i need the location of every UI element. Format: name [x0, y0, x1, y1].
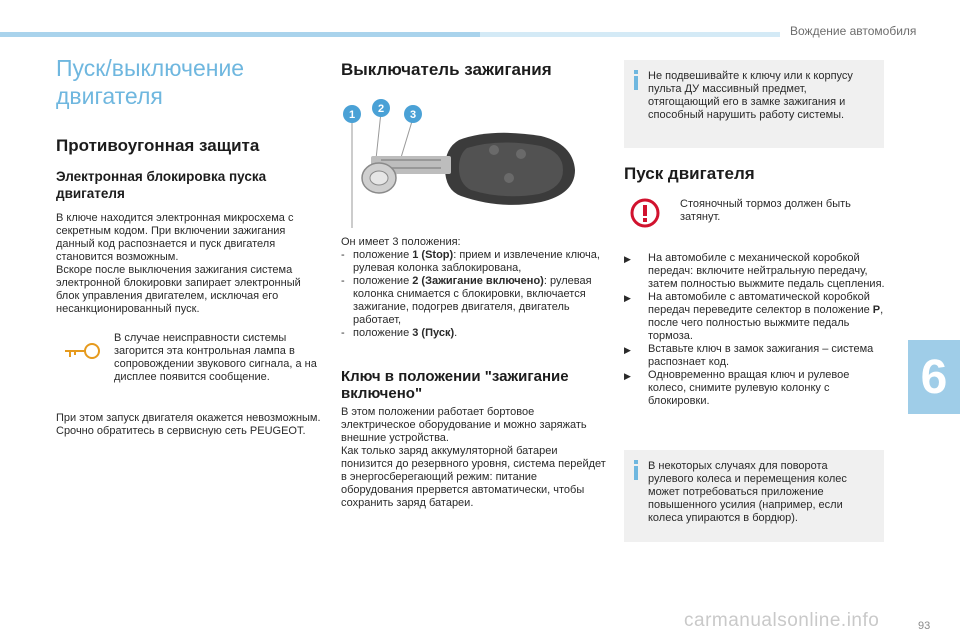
column-2: [341, 60, 611, 80]
positions-intro: Он имеет 3 положения:: [341, 236, 461, 248]
ignition-positions: [341, 236, 611, 340]
info-box-steering-force: [624, 450, 884, 542]
step-arrow-icon: ▶: [624, 293, 631, 303]
step-text: Одновременно вращая ключ и рулевое колесо, снимите рулевую колонку с блокировки.: [648, 369, 850, 407]
paragraph-immobilizer-1: В ключе находится электронная микросхема с секретным кодом. При включении зажигания данный код распознается и пуск двигателя становится возможным.: [56, 212, 294, 263]
position-prefix: положение: [353, 249, 413, 261]
position-item: [341, 327, 611, 340]
callout-1: 1: [348, 109, 356, 121]
position-dash: -: [341, 249, 345, 261]
callout-3: 3: [409, 109, 417, 121]
step-item: [624, 343, 886, 369]
header-bar-right: [480, 32, 780, 37]
section-heading-antitheft: Противоугонная защита: [56, 136, 260, 155]
paragraph-ignition-on-1: В этом положении работает бортовое электрическое оборудование и можно заряжать внешние устройства.: [341, 406, 587, 444]
callout-2: 2: [377, 103, 385, 115]
position-dash: -: [341, 275, 345, 287]
step-item: [624, 252, 886, 291]
position-desc: .: [454, 327, 458, 339]
header-bar-left: [0, 32, 480, 37]
paragraph-service: При этом запуск двигателя окажется невозможным. Срочно обратитесь в сервисную сеть PEUGEOT.: [56, 412, 321, 437]
step-text: Вставьте ключ в замок зажигания – система распознает код.: [648, 343, 874, 368]
ignition-on-text: [341, 406, 611, 510]
info-icon: [633, 70, 639, 90]
info-box-key-weight: [624, 60, 884, 148]
step-item: [624, 369, 886, 408]
position-prefix: положение: [353, 275, 413, 287]
section-heading-engine-start: Пуск двигателя: [624, 164, 755, 183]
step-item: [624, 291, 886, 343]
step-arrow-icon: ▶: [624, 371, 631, 381]
info-text-steering-force: В некоторых случаях для поворота рулевого колеса и перемещения колес может потребоваться приложение повышенного усилия (например, если колеса упираются в бордюр).: [648, 460, 847, 524]
step-arrow-icon: ▶: [624, 345, 631, 355]
info-icon: [633, 460, 639, 480]
paragraph-ignition-on-2: Как только заряд аккумуляторной батареи понизится до резервного уровня, система перейдет в энергосберегающий режим: питание оборудования прервется автоматически, чтобы сохранить заряд батареи.: [341, 445, 606, 509]
subsection-heading-ignition-on: Ключ в положении "зажигание включено": [341, 368, 569, 402]
section-header: Вождение автомобиля: [790, 24, 917, 38]
warning-lamp-text: В случае неисправности системы загорится эта контрольная лампа в сопровождении звукового сигнала, а на дисплее появится сообщение.: [114, 332, 317, 383]
position-desc: : рулевая колонка снимается с блокировки, включается зажигание, подогрев двигателя, двигатель работает,: [353, 275, 592, 326]
watermark: carmanualsonline.info: [684, 610, 880, 631]
step-arrow-icon: ▶: [624, 254, 631, 264]
page-number: 93: [918, 620, 931, 632]
warning-exclamation-icon: [630, 198, 660, 228]
start-steps: [624, 252, 886, 408]
position-dash: -: [341, 327, 345, 339]
position-label: 3 (Пуск): [412, 327, 455, 339]
ignition-key-illustration: [341, 98, 577, 228]
position-label: 1 (Stop): [412, 249, 454, 261]
position-item: [341, 249, 611, 275]
paragraph-immobilizer-2: Вскоре после выключения зажигания система электронной блокировки запирает электронный блок управления двигателем, исключая его несанкционированный пуск.: [56, 264, 301, 315]
section-heading-ignition-switch: Выключатель зажигания: [341, 60, 552, 79]
immobilizer-key-icon: [62, 340, 102, 362]
position-prefix: положение: [353, 327, 413, 339]
position-item: [341, 275, 611, 327]
subsection-heading-immobilizer: Электронная блокировка пуска двигателя: [56, 169, 267, 201]
step-text: На автомобиле с автоматической коробкой передач переведите селектор в положение: [648, 291, 873, 316]
position-label: 2 (Зажигание включено): [412, 275, 544, 287]
step-selector-position: P: [872, 304, 881, 316]
chapter-tab: 6: [908, 340, 960, 414]
step-text-rest: , после чего полностью выжмите педаль тормоза.: [648, 304, 884, 342]
info-text-key-weight: Не подвешивайте к ключу или к корпусу пульта ДУ массивный предмет, отягощающий его в замке зажигания и способный нарушить работу системы.: [648, 70, 853, 121]
step-text: На автомобиле с механической коробкой передач: включите нейтральную передачу, затем полностью выжмите педаль сцепления.: [648, 252, 885, 290]
column-1: [56, 54, 326, 316]
parking-brake-warning: Стояночный тормоз должен быть затянут.: [680, 198, 851, 223]
page-title: Пуск/выключение двигателя: [56, 55, 245, 109]
position-desc: : прием и извлечение ключа, рулевая колонка заблокирована,: [353, 249, 600, 274]
